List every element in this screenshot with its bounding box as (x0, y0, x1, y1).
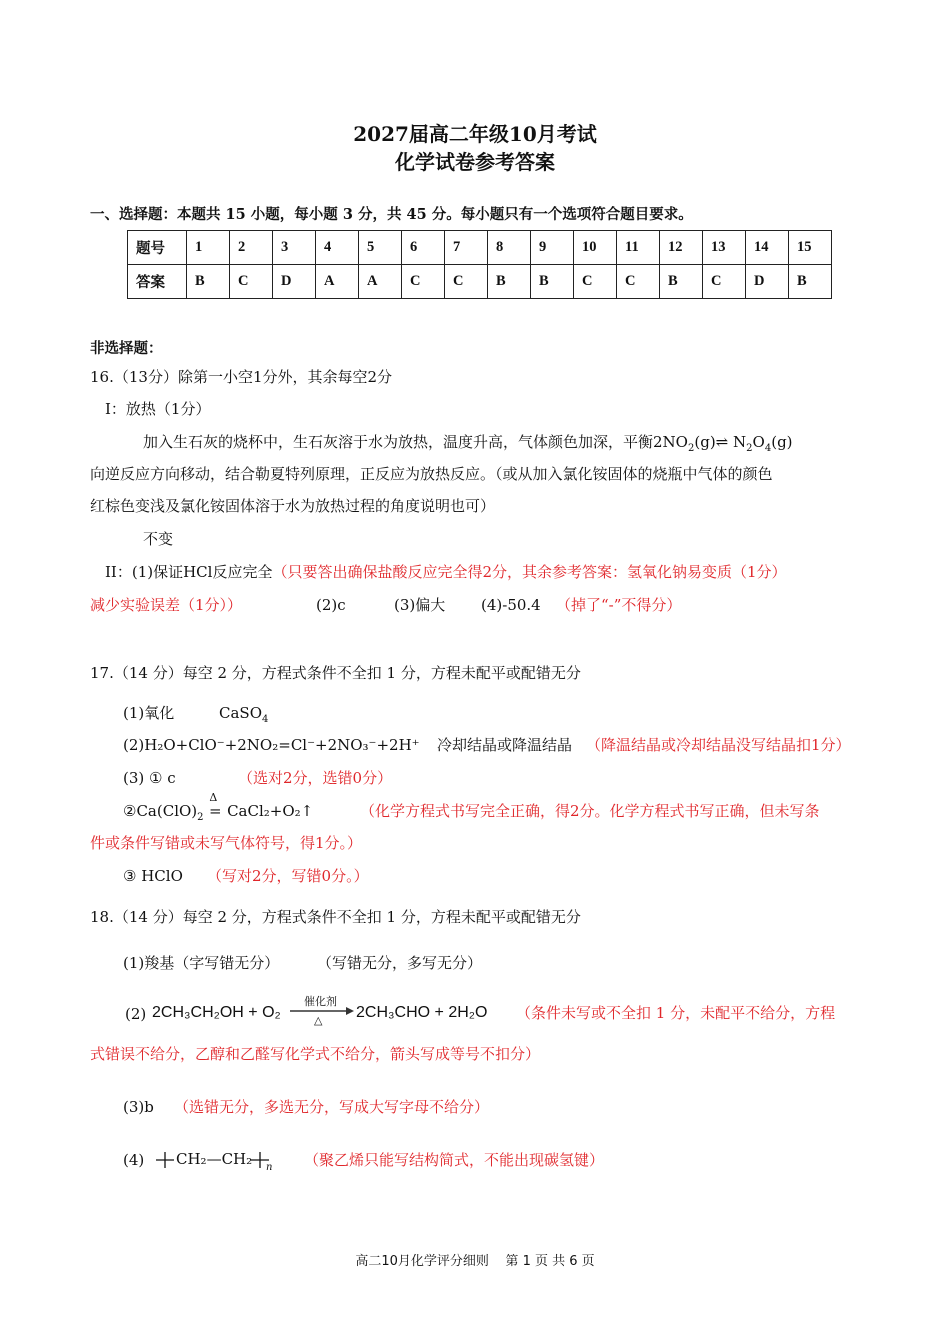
table-cell-answer: A (316, 265, 359, 299)
q18-p4-label: (4) (123, 1151, 145, 1169)
q18-p2-label: (2) (125, 1005, 147, 1023)
q18-heading: 18.（14 分）每空 2 分，方程式条件不全扣 1 分，方程未配平或配错无分 (90, 908, 581, 926)
q16-ii-2: (2)c (316, 596, 346, 614)
table-cell-number: 10 (574, 231, 617, 265)
table-cell-answer: C (703, 265, 746, 299)
q18-p2-right: 2CH₃CHO + 2H₂O (356, 1004, 488, 1021)
table-cell-number: 7 (445, 231, 488, 265)
q17-p3-b-note: （化学方程式书写完全正确，得2分。化学方程式书写正确，但未写条 (360, 802, 820, 820)
q17-p1-a: (1)氧化 (123, 704, 175, 722)
q16-para-line1: 加入生石灰的烧杯中，生石灰溶于水为放热，温度升高，气体颜色加深，平衡$2NO_2(g)\rightleftharpoons$ $N_2O_4(g)$ (143, 433, 793, 454)
q17-p3-b: $②Ca(ClO)_2$ Δ = CaCl₂+O₂↑ (123, 791, 314, 823)
q17-p1-b: CaSO$_4$ (219, 704, 269, 725)
table-cell-answer: D (746, 265, 789, 299)
q17-p2-equation: (2)H₂O+ClO⁻+2NO₂=Cl⁻+2NO₃⁻+2H⁺ (123, 736, 420, 754)
q18-p2-note: （条件未写或不全扣 1 分，未配平不给分，方程 (516, 1004, 836, 1022)
answer-table (127, 230, 832, 299)
table-cell-number: 5 (359, 231, 402, 265)
q18-p3: (3)b (123, 1098, 154, 1116)
table-cell-number: 14 (746, 231, 789, 265)
equilibrium-arrow-icon: ⇌ (715, 433, 729, 451)
table-cell-number: 2 (230, 231, 273, 265)
heat-equals-icon: Δ = (209, 791, 222, 820)
q16-part-i: I：放热（1分） (105, 400, 211, 418)
page-title: 2027届高二年级10月考试 (353, 122, 597, 146)
table-cell-number: 15 (789, 231, 832, 265)
table-cell-answer: B (531, 265, 574, 299)
table-cell-answer: B (187, 265, 230, 299)
q16-para-line3: 红棕色变浅及氯化铵固体溶于水为放热过程的角度说明也可） (90, 497, 496, 515)
q16-ii-4-note: （掉了“-”不得分） (556, 596, 682, 614)
section2-heading: 非选择题： (90, 340, 163, 357)
table-cell-answer: B (789, 265, 832, 299)
page-footer: 高二10月化学评分细则 第 1 页 共 6 页 (355, 1254, 595, 1269)
table-cell-label: 题号 (128, 231, 187, 265)
page-subtitle: 化学试卷参考答案 (395, 150, 555, 174)
q16-ii-4: (4)-50.4 (481, 596, 541, 614)
table-cell-number: 11 (617, 231, 660, 265)
table-cell-answer: C (617, 265, 660, 299)
q18-p1-note: （写错无分，多写无分） (317, 954, 483, 972)
q17-p3-c-note: （写对2分，写错0分。） (207, 867, 369, 885)
table-cell-answer: C (402, 265, 445, 299)
table-row-numbers (128, 231, 832, 265)
table-cell-answer: C (445, 265, 488, 299)
q17-p3-a-note: （选对2分，选错0分） (238, 769, 393, 787)
q18-p1: (1)羧基（字写错无分） (123, 954, 280, 972)
q17-p3-a: (3) ① c (123, 769, 176, 787)
table-cell-answer: D (273, 265, 316, 299)
q17-p3-c: ③ HClO (123, 867, 183, 885)
q18-p3-note: （选错无分，多选无分，写成大写字母不给分） (174, 1098, 490, 1116)
table-cell-number: 8 (488, 231, 531, 265)
q17-heading: 17.（14 分）每空 2 分，方程式条件不全扣 1 分，方程未配平或配错无分 (90, 664, 581, 682)
q16-ii-3: (3)偏大 (394, 596, 446, 614)
q17-p2-note: （降温结晶或冷却结晶没写结晶扣1分） (586, 736, 851, 754)
q16-part-ii-line1: II：(1)保证HCl反应完全（只要答出确保盐酸反应完全得2分，其余参考答案：氢氧化钠易变质（1分） (105, 563, 787, 581)
table-cell-answer: B (660, 265, 703, 299)
table-cell-number: 1 (187, 231, 230, 265)
table-cell-answer: C (230, 265, 273, 299)
table-cell-number: 12 (660, 231, 703, 265)
table-cell-number: 6 (402, 231, 445, 265)
table-cell-number: 9 (531, 231, 574, 265)
q17-p3-b-note-cont: 件或条件写错或未写气体符号，得1分。） (90, 834, 363, 852)
table-cell-label: 答案 (128, 265, 187, 299)
table-cell-number: 13 (703, 231, 746, 265)
table-cell-number: 4 (316, 231, 359, 265)
q16-para-line2: 向逆反应方向移动，结合勒夏特列原理，正反应为放热反应。（或从加入氯化铵固体的烧瓶中气体的颜色 (90, 465, 773, 483)
table-cell-number: 3 (273, 231, 316, 265)
q16-ii-note-cont: 减少实验误差（1分）） (90, 596, 243, 614)
q17-p2-answer: 冷却结晶或降温结晶 (437, 736, 573, 754)
table-cell-answer: A (359, 265, 402, 299)
q18-p2-note-cont: 式错误不给分，乙醇和乙醛写化学式不给分，箭头写成等号不扣分） (90, 1045, 541, 1063)
table-cell-answer: B (488, 265, 531, 299)
q16-unchanged: 不变 (143, 530, 174, 548)
section1-heading: 一、选择题：本题共 15 小题，每小题 3 分，共 45 分。每小题只有一个选项符合题目要求。 (90, 206, 693, 223)
q18-p4-note: （聚乙烯只能写结构简式，不能出现碳氢键） (304, 1151, 605, 1169)
table-row-answers (128, 265, 832, 299)
table-cell-answer: C (574, 265, 617, 299)
q18-p2-left: 2CH₃CH₂OH + O₂ (152, 1004, 281, 1021)
q16-ii-note: （只要答出确保盐酸反应完全得2分，其余参考答案：氢氧化钠易变质（1分） (272, 563, 787, 581)
q16-heading: 16.（13分）除第一小空1分外，其余每空2分 (90, 368, 393, 386)
reaction-arrow-icon: 催化剂 △ (288, 993, 354, 1029)
